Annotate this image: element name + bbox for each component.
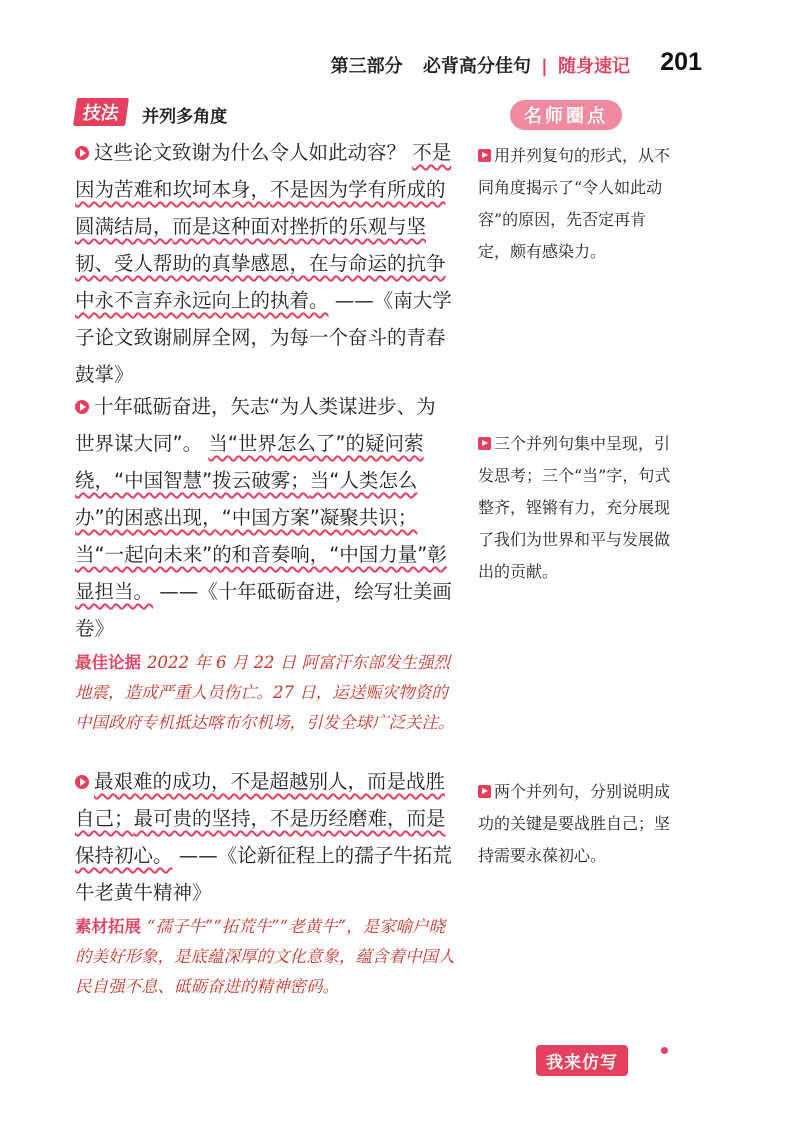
example-3-text: [75, 770, 452, 904]
page-header: [0, 50, 710, 80]
material-expansion-note: [75, 912, 455, 1002]
source-citation: ——《南大学子论文致谢刷屏全网，为每一个奋斗的青春鼓掌》: [75, 289, 452, 386]
section-title: 并列多角度: [142, 107, 228, 127]
comment-text: 用并列复句的形式，从不同角度揭示了“令人如此动容”的原因，先否定再肯定，颇有感染力。: [478, 146, 671, 261]
technique-tag: 技法: [73, 98, 129, 126]
comment-text: 三个并列句集中呈现，引发思考；三个“当”字，句式整齐，铿锵有力，充分展现了我们为世界和平与发展做出的贡献。: [478, 434, 671, 581]
underlined-segment: 当“人类怎么办”的困惑出现，“中国方案”凝聚共识；: [75, 469, 418, 529]
underlined-segment: 不是因为学有所成的圆满结局，: [75, 178, 446, 238]
header-section: 第三部分: [330, 56, 403, 77]
note-label: 素材拓展: [75, 917, 141, 936]
section-heading: [75, 98, 227, 126]
best-argument-note: [75, 648, 455, 738]
note-text: “孺子牛”“拓荒牛”“老黄牛”，是家喻户晓的美好形象，是底蕴深厚的文化意象，蕴含着中国人民自强不息、砥砺奋进的精神密码。: [75, 917, 455, 996]
comment-1: [478, 140, 678, 268]
header-subtitle: 随身速记: [558, 56, 630, 77]
example-1: [75, 134, 453, 393]
underlined-segment: 当“一起向未来”的和音奏响，“中国力量”彰显担当。: [75, 543, 447, 603]
example-2-text: [75, 395, 452, 640]
comment-text: 两个并列句，分别说明成功的关键是要战胜自己；坚持需要永葆初心。: [478, 782, 671, 865]
comment-3: [478, 776, 678, 872]
arrow-icon: [478, 785, 491, 798]
example-2: [75, 388, 453, 647]
play-bullet-icon: [75, 146, 89, 160]
example-text-segment: 十年砥砺奋进，矢志“为人类谋进步、为世界谋大同”。: [75, 395, 436, 455]
mentor-comments-badge: 名师圈点: [510, 100, 622, 130]
header-separator: |: [541, 56, 548, 77]
imitate-writing-button[interactable]: 我来仿写: [536, 1045, 628, 1076]
source-citation: ——《十年砥砺奋进，绘写壮美画卷》: [75, 580, 452, 640]
note-label: 最佳论据: [75, 653, 141, 672]
arrow-icon: [478, 149, 491, 162]
play-bullet-icon: [75, 775, 89, 789]
page-number: 201: [660, 48, 702, 76]
underlined-segment: 而是这种面对挫折的乐观与坚韧、受人帮助的真挚感恩，在与命运的抗争中永不言弃永远向上的执着。: [75, 215, 446, 312]
arrow-icon: [478, 437, 491, 450]
example-text-segment: 这些论文致谢为什么令人如此动容？: [94, 141, 413, 164]
decorative-dot: [661, 1047, 668, 1054]
example-3: [75, 763, 453, 911]
example-1-text: [75, 141, 452, 386]
note-text: 2022 年 6 月 22 日 阿富汗东部发生强烈地震，造成严重人员伤亡。27 日，运送赈灾物资的中国政府专机抵达喀布尔机场，引发全球广泛关注。: [75, 653, 455, 732]
underlined-segment: 当“世界怎么了”的疑问萦绕，“中国智慧”拨云破雾；: [75, 432, 424, 492]
header-book-title: 必背高分佳句: [422, 56, 531, 77]
source-citation: ——《论新征程上的孺子牛拓荒牛老黄牛精神》: [75, 844, 452, 904]
comment-2: [478, 428, 678, 588]
underlined-segment: 最艰难的成功，不是超越别人，而是战胜自己；: [75, 770, 446, 830]
header-title: [331, 52, 630, 78]
underlined-segment: 不是因为苦难和坎坷本身，: [75, 141, 452, 201]
underlined-segment: 最可贵的坚持，不是历经磨难，而是保持初心。: [75, 807, 446, 867]
play-bullet-icon: [75, 400, 89, 414]
